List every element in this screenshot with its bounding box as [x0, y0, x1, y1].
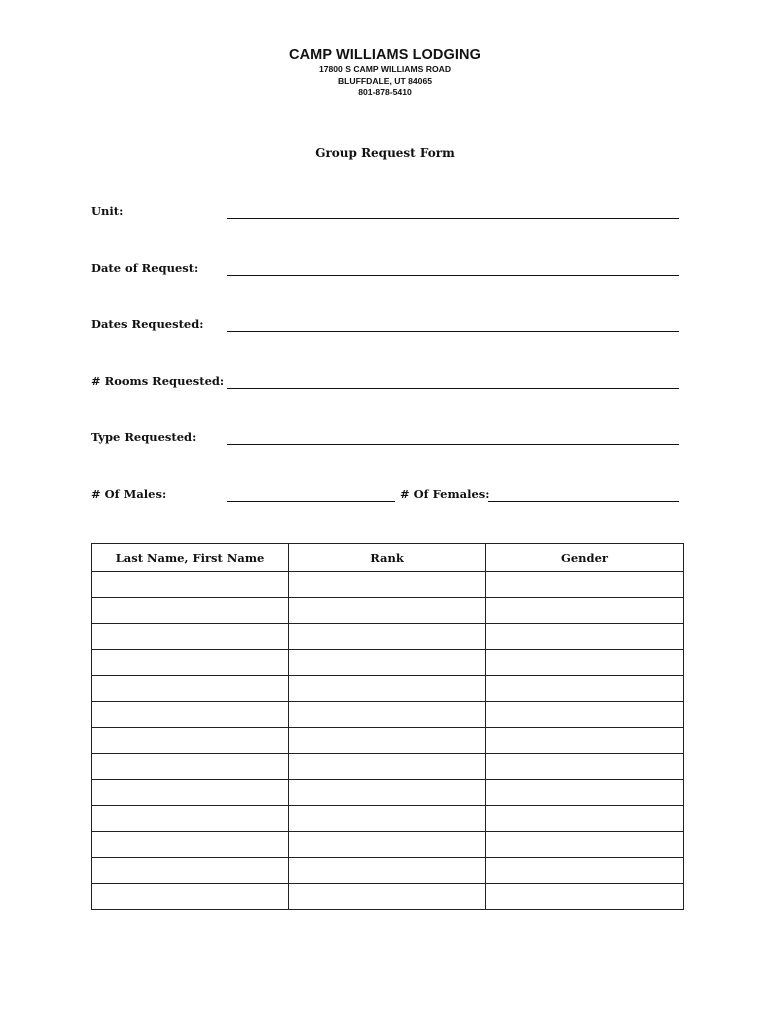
dates-requested-field — [91, 317, 679, 337]
table-row — [92, 832, 684, 858]
table-row — [92, 598, 684, 624]
table-row — [92, 728, 684, 754]
cell-rank[interactable] — [289, 702, 486, 728]
cell-rank[interactable] — [289, 598, 486, 624]
cell-name[interactable] — [92, 884, 289, 910]
cell-rank[interactable] — [289, 676, 486, 702]
roster-table — [91, 543, 684, 910]
table-row — [92, 884, 684, 910]
cell-rank[interactable] — [289, 806, 486, 832]
organization-name: CAMP WILLIAMS LODGING — [289, 47, 481, 63]
table-row — [92, 702, 684, 728]
females-input-line[interactable] — [488, 501, 679, 502]
cell-gender[interactable] — [486, 676, 684, 702]
table-row — [92, 676, 684, 702]
date-of-request-label: Date of Request: — [91, 261, 199, 275]
cell-name[interactable] — [92, 624, 289, 650]
cell-gender[interactable] — [486, 728, 684, 754]
females-label: # Of Females: — [400, 487, 490, 501]
cell-rank[interactable] — [289, 754, 486, 780]
rooms-requested-label: # Rooms Requested: — [91, 374, 225, 388]
type-requested-field — [91, 430, 679, 450]
cell-gender[interactable] — [486, 754, 684, 780]
type-requested-label: Type Requested: — [91, 430, 197, 444]
unit-input-line[interactable] — [227, 218, 679, 219]
phone-number: 801-878-5410 — [358, 87, 412, 97]
address-line-2: BLUFFDALE, UT 84065 — [337, 75, 433, 86]
table-row — [92, 858, 684, 884]
date-of-request-field — [91, 261, 679, 281]
gender-count-field — [91, 487, 679, 507]
cell-gender[interactable] — [486, 598, 684, 624]
cell-rank[interactable] — [289, 572, 486, 598]
dates-requested-label: Dates Requested: — [91, 317, 204, 331]
table-row — [92, 624, 684, 650]
column-header-rank: Rank — [289, 544, 486, 572]
cell-rank[interactable] — [289, 624, 486, 650]
table-row — [92, 780, 684, 806]
address-line-1: 17800 S CAMP WILLIAMS ROAD — [318, 64, 452, 74]
dates-requested-input-line[interactable] — [227, 331, 679, 332]
cell-rank[interactable] — [289, 884, 486, 910]
cell-name[interactable] — [92, 754, 289, 780]
cell-rank[interactable] — [289, 650, 486, 676]
cell-gender[interactable] — [486, 702, 684, 728]
cell-name[interactable] — [92, 780, 289, 806]
cell-gender[interactable] — [486, 806, 684, 832]
unit-field — [91, 204, 679, 224]
cell-name[interactable] — [92, 676, 289, 702]
cell-name[interactable] — [92, 832, 289, 858]
cell-rank[interactable] — [289, 780, 486, 806]
cell-name[interactable] — [92, 806, 289, 832]
date-of-request-input-line[interactable] — [227, 275, 679, 276]
rooms-requested-input-line[interactable] — [227, 388, 679, 389]
form-title: Group Request Form — [315, 146, 455, 160]
cell-gender[interactable] — [486, 858, 684, 884]
table-row — [92, 572, 684, 598]
table-row — [92, 754, 684, 780]
cell-name[interactable] — [92, 702, 289, 728]
letterhead — [0, 46, 770, 99]
cell-gender[interactable] — [486, 624, 684, 650]
cell-name[interactable] — [92, 572, 289, 598]
cell-gender[interactable] — [486, 572, 684, 598]
cell-rank[interactable] — [289, 832, 486, 858]
cell-name[interactable] — [92, 858, 289, 884]
column-header-gender: Gender — [486, 544, 684, 572]
rooms-requested-field — [91, 374, 679, 394]
roster-header-row — [92, 544, 684, 572]
males-input-line[interactable] — [227, 501, 395, 502]
cell-gender[interactable] — [486, 884, 684, 910]
cell-gender[interactable] — [486, 780, 684, 806]
column-header-name: Last Name, First Name — [92, 544, 289, 572]
cell-name[interactable] — [92, 598, 289, 624]
cell-gender[interactable] — [486, 832, 684, 858]
cell-name[interactable] — [92, 728, 289, 754]
type-requested-input-line[interactable] — [227, 444, 679, 445]
roster-body — [92, 572, 684, 910]
table-row — [92, 650, 684, 676]
males-label: # Of Males: — [91, 487, 167, 501]
unit-label: Unit: — [91, 204, 124, 218]
cell-gender[interactable] — [486, 650, 684, 676]
cell-rank[interactable] — [289, 858, 486, 884]
table-row — [92, 806, 684, 832]
cell-name[interactable] — [92, 650, 289, 676]
cell-rank[interactable] — [289, 728, 486, 754]
